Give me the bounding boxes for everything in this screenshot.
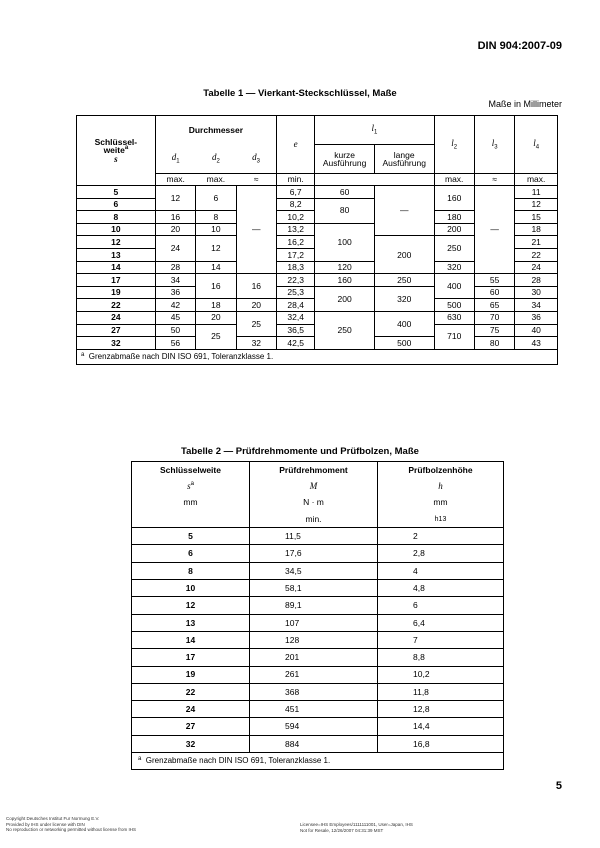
cell-s: 19: [132, 666, 250, 683]
header-l1: $l_1$: [315, 116, 434, 145]
cell-d1: 50: [155, 324, 195, 337]
header-l2: $l_2$: [434, 116, 474, 174]
table-row: [132, 545, 504, 562]
cell-l3: 80: [474, 337, 514, 350]
cell-M: 261: [250, 666, 378, 683]
cell-kurze: 120: [315, 261, 375, 274]
cell-e: 32,4: [277, 311, 315, 324]
cell-h: 8,8: [378, 649, 504, 666]
cell-s: 5: [77, 186, 156, 199]
table-row: [132, 528, 504, 545]
cell-l4: 15: [515, 211, 558, 224]
cell-h: 2,8: [378, 545, 504, 562]
cell-d2: 10: [196, 223, 236, 236]
cell-l3: 55: [474, 274, 514, 287]
cell-s: 6: [77, 198, 156, 211]
unit-l1: [315, 174, 434, 186]
cell-lange: 250: [374, 274, 434, 287]
cell-l3: 75: [474, 324, 514, 337]
cell-h: 4,8: [378, 580, 504, 597]
cell-kurze: 160: [315, 274, 375, 287]
header-d2: $d_2$: [196, 145, 236, 174]
header-pruefbolzenhoehe: Prüfbolzenhöhe: [378, 462, 504, 479]
cell-M: 128: [250, 631, 378, 648]
cell-kurze: 100: [315, 223, 375, 261]
cell-s: 27: [132, 718, 250, 735]
cell-d2: 6: [196, 186, 236, 211]
cell-l4: 30: [515, 286, 558, 299]
cell-e: 8,2: [277, 198, 315, 211]
cell-e: 18,3: [277, 261, 315, 274]
cell-l4: 40: [515, 324, 558, 337]
table-row: [132, 701, 504, 718]
header-pruefdrehmoment: Prüfdrehmoment: [250, 462, 378, 479]
cell-s: 27: [77, 324, 156, 337]
header-s: Schlüssel- weite$^a$ s: [77, 116, 156, 186]
cell-l4: 36: [515, 311, 558, 324]
cell-l4: 21: [515, 236, 558, 249]
cell-s: 32: [77, 337, 156, 350]
cell-l4: 34: [515, 299, 558, 312]
cell-s: 22: [77, 299, 156, 312]
table-row: [132, 666, 504, 683]
header-e: e: [277, 116, 315, 174]
cell-d2: 25: [196, 324, 236, 349]
cell-l2: 630: [434, 311, 474, 324]
cell-s: 8: [77, 211, 156, 224]
cell-s: 22: [132, 683, 250, 700]
header-d3: $d_3$: [236, 145, 276, 174]
cell-s: 10: [77, 223, 156, 236]
table2-title: Tabelle 2 — Prüfdrehmomente und Prüfbolzen, Maße: [181, 446, 419, 457]
cell-d1: 28: [155, 261, 195, 274]
table-row: [132, 683, 504, 700]
header-schluesselweite: Schlüsselweite: [132, 462, 250, 479]
cell-s: 17: [77, 274, 156, 287]
cell-d1: 56: [155, 337, 195, 350]
cell-M: 11,5: [250, 528, 378, 545]
header-lange: lange Ausführung: [374, 145, 434, 174]
symbol-h: h: [378, 478, 504, 494]
table2: [131, 461, 504, 770]
cell-d2: 16: [196, 274, 236, 299]
cell-s: 5: [132, 528, 250, 545]
cell-d1: 45: [155, 311, 195, 324]
cell-M: 34,5: [250, 562, 378, 579]
cell-lange: 500: [374, 337, 434, 350]
cell-h: 16,8: [378, 735, 504, 752]
table-row: [132, 718, 504, 735]
cell-lange: 200: [374, 236, 434, 274]
cell-d2: 20: [196, 311, 236, 324]
cell-s: 10: [132, 580, 250, 597]
symbol-s: $s^a$: [132, 478, 250, 494]
cell-d1: 36: [155, 286, 195, 299]
cell-e: 36,5: [277, 324, 315, 337]
header-l4: $l_4$: [515, 116, 558, 174]
cell-d1: 42: [155, 299, 195, 312]
cell-M: 17,6: [250, 545, 378, 562]
cell-d3: 16: [236, 274, 276, 299]
cell-h: 2: [378, 528, 504, 545]
cell-l4: 12: [515, 198, 558, 211]
cell-e: 22,3: [277, 274, 315, 287]
cell-kurze: 80: [315, 198, 375, 223]
cell-h: 4: [378, 562, 504, 579]
cell-s: 14: [77, 261, 156, 274]
cell-e: 6,7: [277, 186, 315, 199]
cell-s: 13: [132, 614, 250, 631]
header-d1: $d_1$: [155, 145, 195, 174]
cell-d2: 8: [196, 211, 236, 224]
cell-s: 24: [132, 701, 250, 718]
cell-M: 594: [250, 718, 378, 735]
cell-l2: 200: [434, 223, 474, 236]
unit-M: N · m: [250, 495, 378, 511]
cell-l3: 70: [474, 311, 514, 324]
cell-s: 8: [132, 562, 250, 579]
cell-h: 12,8: [378, 701, 504, 718]
cell-d2: 18: [196, 299, 236, 312]
cell-l2: 500: [434, 299, 474, 312]
cell-s: 19: [77, 286, 156, 299]
symbol-M: M: [250, 478, 378, 494]
header-l3: $l_3$: [474, 116, 514, 174]
cell-M: 58,1: [250, 580, 378, 597]
cell-d1: 34: [155, 274, 195, 287]
cell-e: 13,2: [277, 223, 315, 236]
unit-l4: max.: [515, 174, 558, 186]
footer-right: Licensee=IHS Employees/1111111001, User=Japan, IHS Not for Resale, 12/26/2007 04:31:39 MST: [300, 822, 413, 833]
cell-l2: 400: [434, 274, 474, 299]
cell-M: 368: [250, 683, 378, 700]
cell-l4: 28: [515, 274, 558, 287]
limit-s: [132, 511, 250, 528]
table-row: [132, 580, 504, 597]
table-row: [132, 597, 504, 614]
unit-s: mm: [132, 495, 250, 511]
cell-h: 7: [378, 631, 504, 648]
cell-l4: 11: [515, 186, 558, 199]
cell-kurze: 250: [315, 311, 375, 349]
header-durchmesser: Durchmesser: [155, 116, 276, 145]
limit-h: h13: [378, 511, 504, 528]
cell-M: 884: [250, 735, 378, 752]
cell-e: 10,2: [277, 211, 315, 224]
table1: [76, 115, 558, 365]
cell-s: 13: [77, 248, 156, 261]
cell-h: 10,2: [378, 666, 504, 683]
cell-s: 12: [77, 236, 156, 249]
cell-l4: 22: [515, 248, 558, 261]
cell-lange: —: [374, 186, 434, 236]
cell-l2: 320: [434, 261, 474, 274]
cell-d3: 20: [236, 299, 276, 312]
header-kurze: kurze Ausführung: [315, 145, 375, 174]
cell-d1: 24: [155, 236, 195, 261]
table-row: [132, 735, 504, 752]
unit-d2: max.: [196, 174, 236, 186]
cell-d2: 12: [196, 236, 236, 261]
table-row: [132, 649, 504, 666]
cell-d2: 14: [196, 261, 236, 274]
table1-footnote: $^a$ Grenzabmaße nach DIN ISO 691, Toleranzklasse 1.: [77, 349, 558, 364]
cell-h: 14,4: [378, 718, 504, 735]
cell-e: 28,4: [277, 299, 315, 312]
cell-lange: 320: [374, 286, 434, 311]
cell-l2: 180: [434, 211, 474, 224]
cell-l3: 65: [474, 299, 514, 312]
cell-e: 17,2: [277, 248, 315, 261]
limit-M: min.: [250, 511, 378, 528]
table2-footnote: $^a$ Grenzabmaße nach DIN ISO 691, Toleranzklasse 1.: [132, 753, 504, 770]
cell-s: 14: [132, 631, 250, 648]
cell-l3: —: [474, 186, 514, 274]
cell-kurze: 200: [315, 286, 375, 311]
cell-M: 89,1: [250, 597, 378, 614]
unit-l2: max.: [434, 174, 474, 186]
table-row: [132, 562, 504, 579]
cell-l3: 60: [474, 286, 514, 299]
cell-d1: 12: [155, 186, 195, 211]
cell-d1: 16: [155, 211, 195, 224]
cell-l2: 710: [434, 324, 474, 349]
cell-s: 32: [132, 735, 250, 752]
footer-left: Copyright Deutsches Institut Fur Normung E.V. Provided by IHS under license with DIN No reproduction or networking permitted without license from IHS: [6, 816, 137, 832]
cell-l4: 18: [515, 223, 558, 236]
cell-h: 11,8: [378, 683, 504, 700]
cell-d3: —: [236, 186, 276, 274]
cell-d1: 20: [155, 223, 195, 236]
unit-d3: ≈: [236, 174, 276, 186]
cell-s: 6: [132, 545, 250, 562]
cell-M: 451: [250, 701, 378, 718]
cell-h: 6: [378, 597, 504, 614]
cell-s: 12: [132, 597, 250, 614]
cell-l4: 24: [515, 261, 558, 274]
cell-lange: 400: [374, 311, 434, 336]
cell-l2: 250: [434, 236, 474, 261]
cell-e: 16,2: [277, 236, 315, 249]
table-row: [132, 614, 504, 631]
document-id: DIN 904:2007-09: [477, 40, 562, 52]
unit-e: min.: [277, 174, 315, 186]
cell-l4: 43: [515, 337, 558, 350]
unit-h: mm: [378, 495, 504, 511]
table-row: [132, 631, 504, 648]
cell-d3: 25: [236, 311, 276, 336]
page-number: 5: [555, 780, 562, 792]
cell-M: 201: [250, 649, 378, 666]
cell-h: 6,4: [378, 614, 504, 631]
table1-unit-note: Maße in Millimeter: [488, 99, 562, 109]
cell-e: 42,5: [277, 337, 315, 350]
cell-e: 25,3: [277, 286, 315, 299]
unit-l3: ≈: [474, 174, 514, 186]
cell-s: 24: [77, 311, 156, 324]
cell-s: 17: [132, 649, 250, 666]
unit-d1: max.: [155, 174, 195, 186]
cell-kurze: 60: [315, 186, 375, 199]
table1-title: Tabelle 1 — Vierkant-Steckschlüssel, Maße: [203, 88, 397, 99]
cell-l2: 160: [434, 186, 474, 211]
cell-M: 107: [250, 614, 378, 631]
cell-d3: 32: [236, 337, 276, 350]
